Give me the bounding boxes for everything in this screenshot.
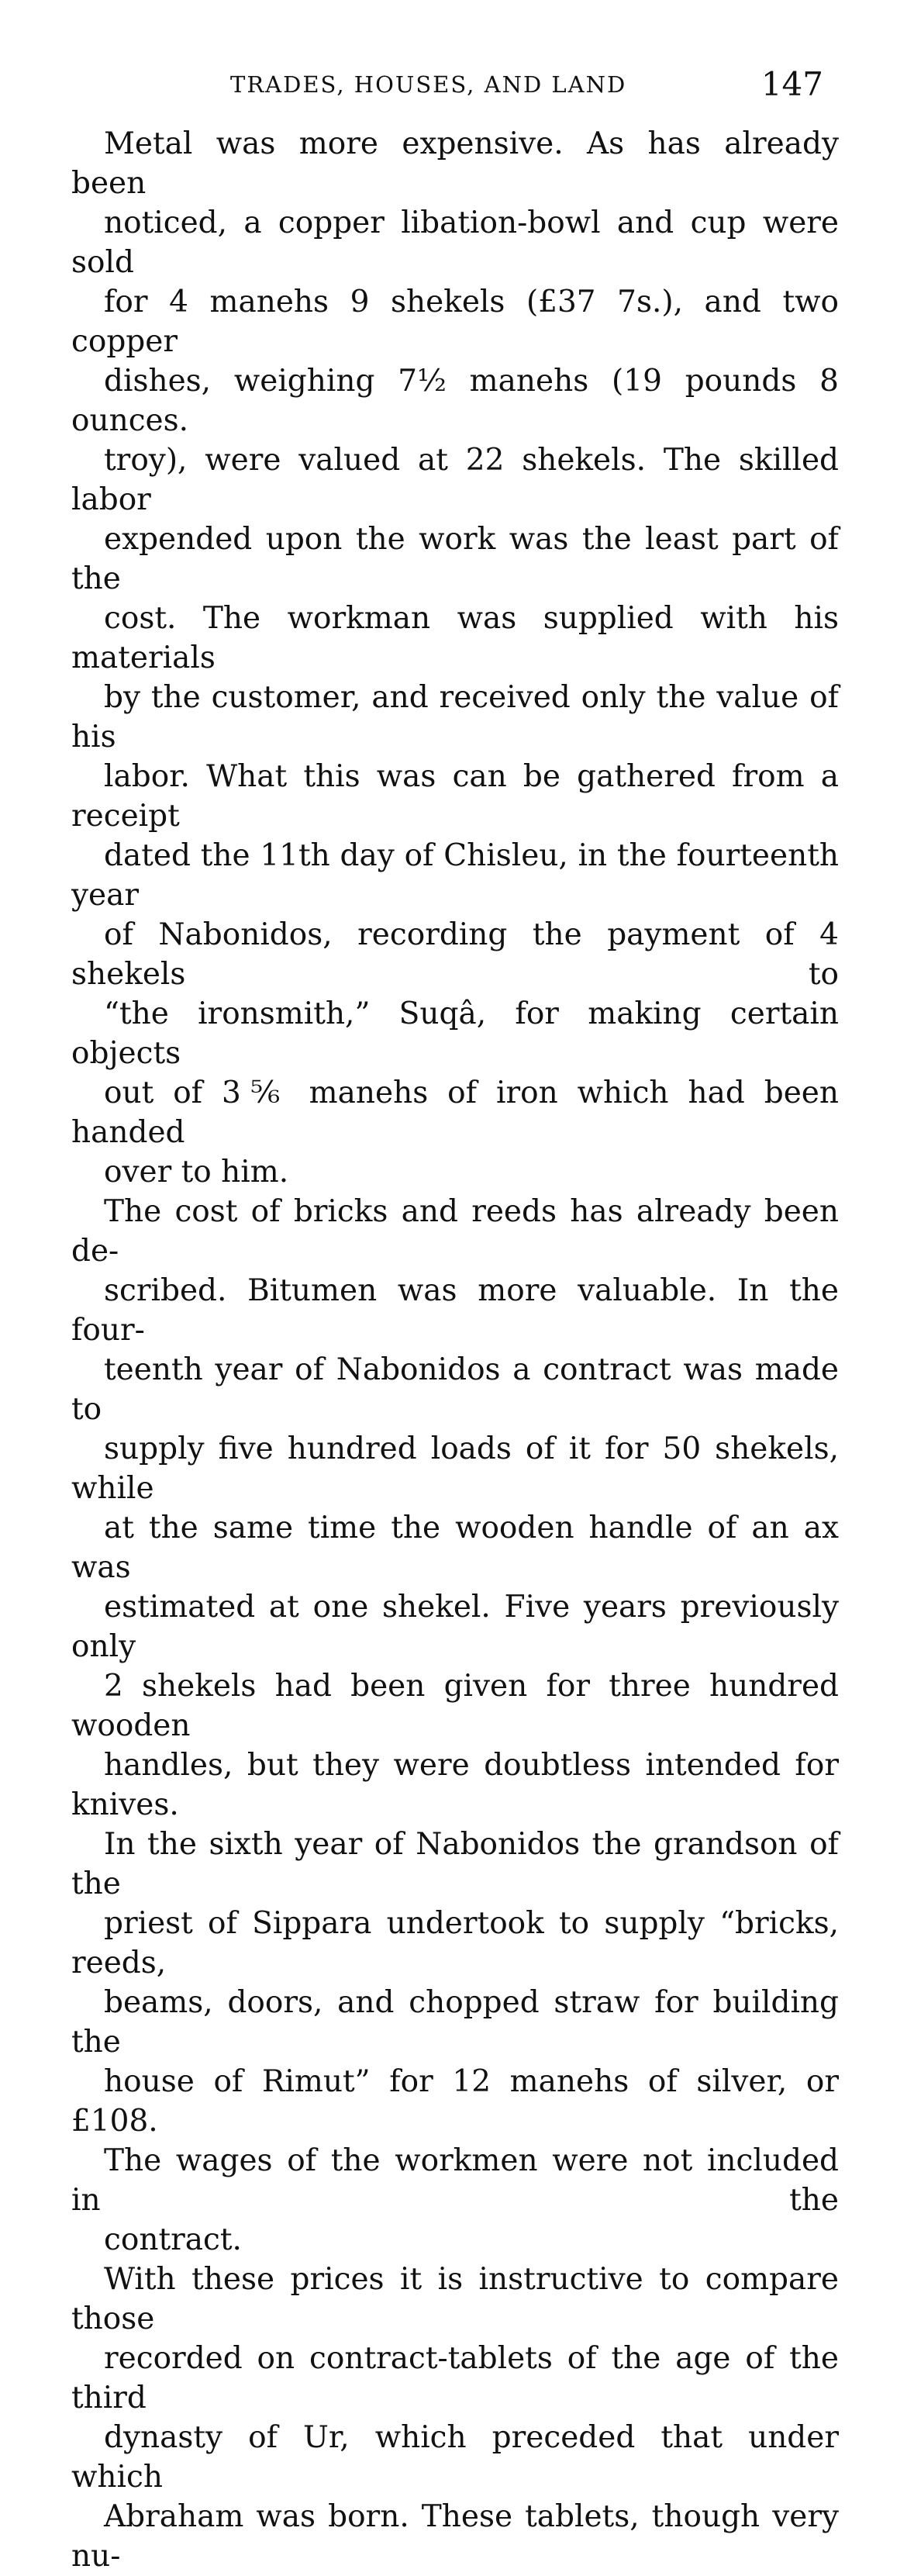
text-line: at the same time the wooden handle of an ax was xyxy=(71,1511,839,1585)
text-line: beams, doors, and chopped straw for building the xyxy=(71,1985,839,2060)
page-number: 147 xyxy=(761,65,823,103)
text-line: for 4 manehs 9 shekels (£37 7s.), and two copper xyxy=(71,285,839,359)
text-line: Metal was more expensive. As has already been xyxy=(71,126,839,201)
text-line: by the customer, and received only the value of his xyxy=(71,680,839,754)
text-line: estimated at one shekel. Five years previously only xyxy=(71,1590,839,1664)
text-line: dated the 11th day of Chisleu, in the fourteenth year xyxy=(71,838,839,913)
text-line: teenth year of Nabonidos a contract was made to xyxy=(71,1352,839,1427)
text-line: contract. xyxy=(104,2222,242,2257)
text-line: house of Rimut” for 12 manehs of silver, or £108. xyxy=(71,2064,839,2139)
text-line: over to him. xyxy=(104,1155,289,1190)
text-line: of Nabonidos, recording the payment of 4 shekels to xyxy=(71,917,839,992)
paragraph-2 xyxy=(71,1192,839,2260)
text-line: 2 shekels had been given for three hundred wooden xyxy=(71,1669,839,1743)
text-line: Abraham was born. These tablets, though very nu- xyxy=(71,2499,839,2574)
paragraph-1 xyxy=(71,124,839,1192)
text-line: recorded on contract-tablets of the age of the third xyxy=(71,2341,839,2415)
text-line: scribed. Bitumen was more valuable. In the four- xyxy=(71,1273,839,1348)
paragraph-3 xyxy=(71,2260,839,2576)
text-line: handles, but they were doubtless intended for knives. xyxy=(71,1748,839,1822)
running-head xyxy=(71,62,839,102)
text-line: troy), were valued at 22 shekels. The skilled labor xyxy=(71,443,839,517)
text-line: “the ironsmith,” Suqâ, for making certain objects xyxy=(71,996,839,1071)
text-line: dishes, weighing 7½ manehs (19 pounds 8 ounces. xyxy=(71,364,839,438)
text-line: out of 3⅚ manehs of iron which had been handed xyxy=(71,1076,839,1150)
text-line: expended upon the work was the least part of the xyxy=(71,522,839,596)
text-line: With these prices it is instructive to compare those xyxy=(71,2262,839,2336)
text-line: The cost of bricks and reeds has already been de- xyxy=(71,1194,839,1269)
text-line: dynasty of Ur, which preceded that under which xyxy=(71,2420,839,2495)
text-line: cost. The workman was supplied with his materials xyxy=(71,601,839,675)
book-page xyxy=(71,62,839,2576)
body-text xyxy=(71,124,839,2576)
text-line: The wages of the workmen were not included in the xyxy=(71,2143,839,2218)
text-line: supply five hundred loads of it for 50 shekels, while xyxy=(71,1431,839,1506)
text-line: noticed, a copper libation-bowl and cup were sold xyxy=(71,205,839,280)
text-line: labor. What this was can be gathered from a receipt xyxy=(71,759,839,834)
text-line: priest of Sippara undertook to supply “bricks, reeds, xyxy=(71,1906,839,1980)
running-title: TRADES, HOUSES, AND LAND xyxy=(230,71,627,98)
text-line: In the sixth year of Nabonidos the grandson of the xyxy=(71,1827,839,1901)
